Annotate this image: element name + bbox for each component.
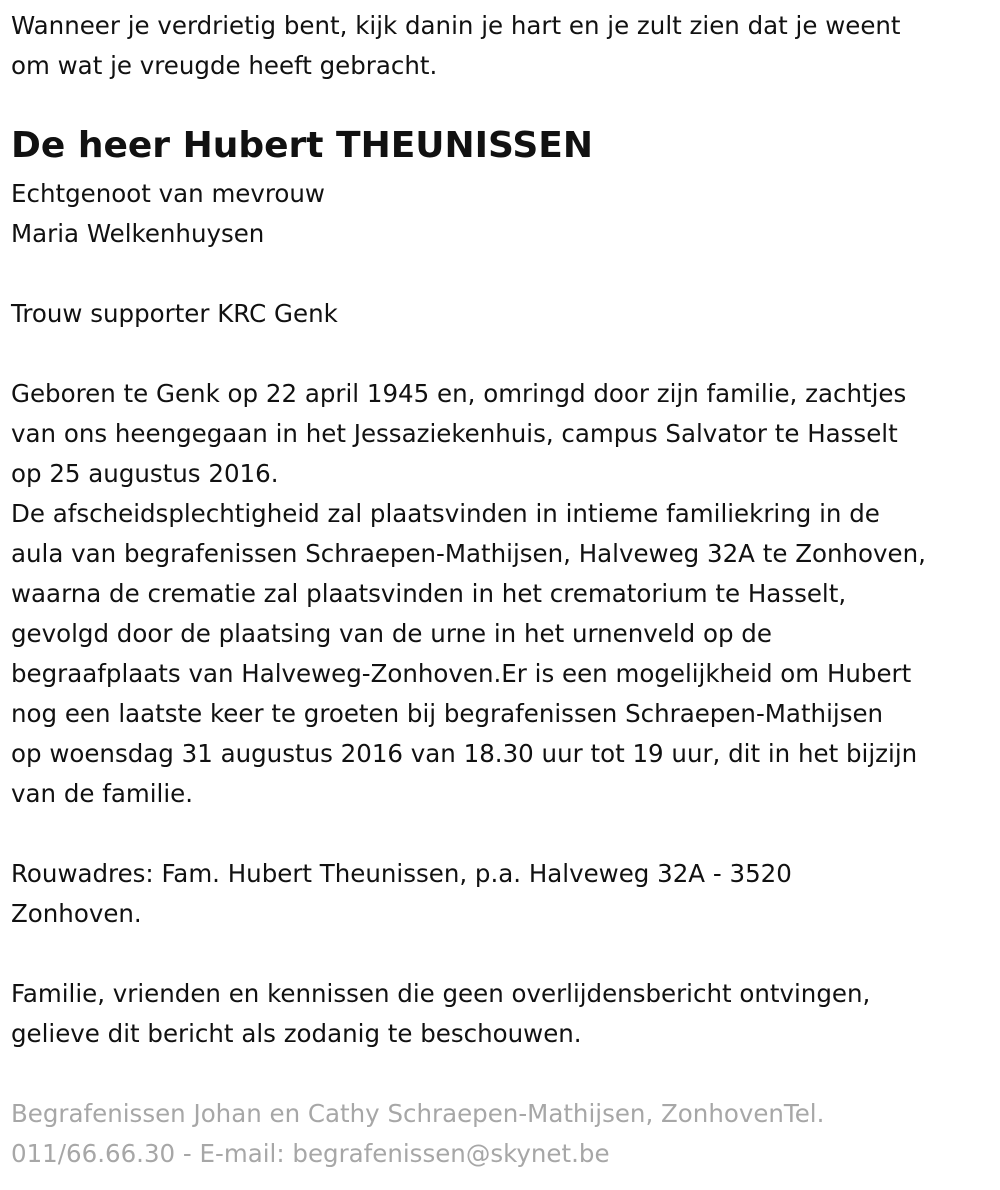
address-line: Zonhoven. (11, 899, 142, 928)
family-notice-line: Familie, vrienden en kennissen die geen overlijdensbericht ontvingen, (11, 979, 871, 1008)
supporter-line: Trouw supporter KRC Genk (11, 299, 338, 328)
family-notice-section (11, 974, 870, 1054)
spouse-section (11, 174, 325, 254)
details-line: op 25 augustus 2016. (11, 459, 279, 488)
opening-quote (11, 6, 901, 86)
details-line: nog een laatste keer te groeten bij begrafenissen Schraepen-Mathijsen (11, 699, 884, 728)
quote-line: Wanneer je verdrietig bent, kijk danin je hart en je zult zien dat je weent (11, 11, 901, 40)
spouse-line: Maria Welkenhuysen (11, 219, 265, 248)
footer-line: Begrafenissen Johan en Cathy Schraepen-Mathijsen, ZonhovenTel. (11, 1099, 825, 1128)
quote-line: om wat je vreugde heeft gebracht. (11, 51, 438, 80)
funeral-home-footer (11, 1094, 824, 1174)
details-line: van de familie. (11, 779, 194, 808)
details-line: van ons heengegaan in het Jessaziekenhuis, campus Salvator te Hasselt (11, 419, 898, 448)
details-line: waarna de crematie zal plaatsvinden in het crematorium te Hasselt, (11, 579, 847, 608)
details-line: Geboren te Genk op 22 april 1945 en, omringd door zijn familie, zachtjes (11, 379, 907, 408)
details-line: De afscheidsplechtigheid zal plaatsvinden in intieme familiekring in de (11, 499, 880, 528)
address-line: Rouwadres: Fam. Hubert Theunissen, p.a. Halveweg 32A - 3520 (11, 859, 792, 888)
details-line: aula van begrafenissen Schraepen-Mathijsen, Halveweg 32A te Zonhoven, (11, 539, 926, 568)
details-line: gevolgd door de plaatsing van de urne in het urnenveld op de (11, 619, 772, 648)
footer-line: 011/66.66.30 - E-mail: begrafenissen@skynet.be (11, 1139, 610, 1168)
supporter-section (11, 294, 338, 334)
deceased-name-title: De heer Hubert THEUNISSEN (11, 125, 594, 166)
spouse-line: Echtgenoot van mevrouw (11, 179, 325, 208)
family-notice-line: gelieve dit bericht als zodanig te beschouwen. (11, 1019, 582, 1048)
mourning-address-section (11, 854, 792, 934)
funeral-details-section (11, 374, 926, 814)
details-line: op woensdag 31 augustus 2016 van 18.30 uur tot 19 uur, dit in het bijzijn (11, 739, 918, 768)
details-line: begraafplaats van Halveweg-Zonhoven.Er is een mogelijkheid om Hubert (11, 659, 912, 688)
